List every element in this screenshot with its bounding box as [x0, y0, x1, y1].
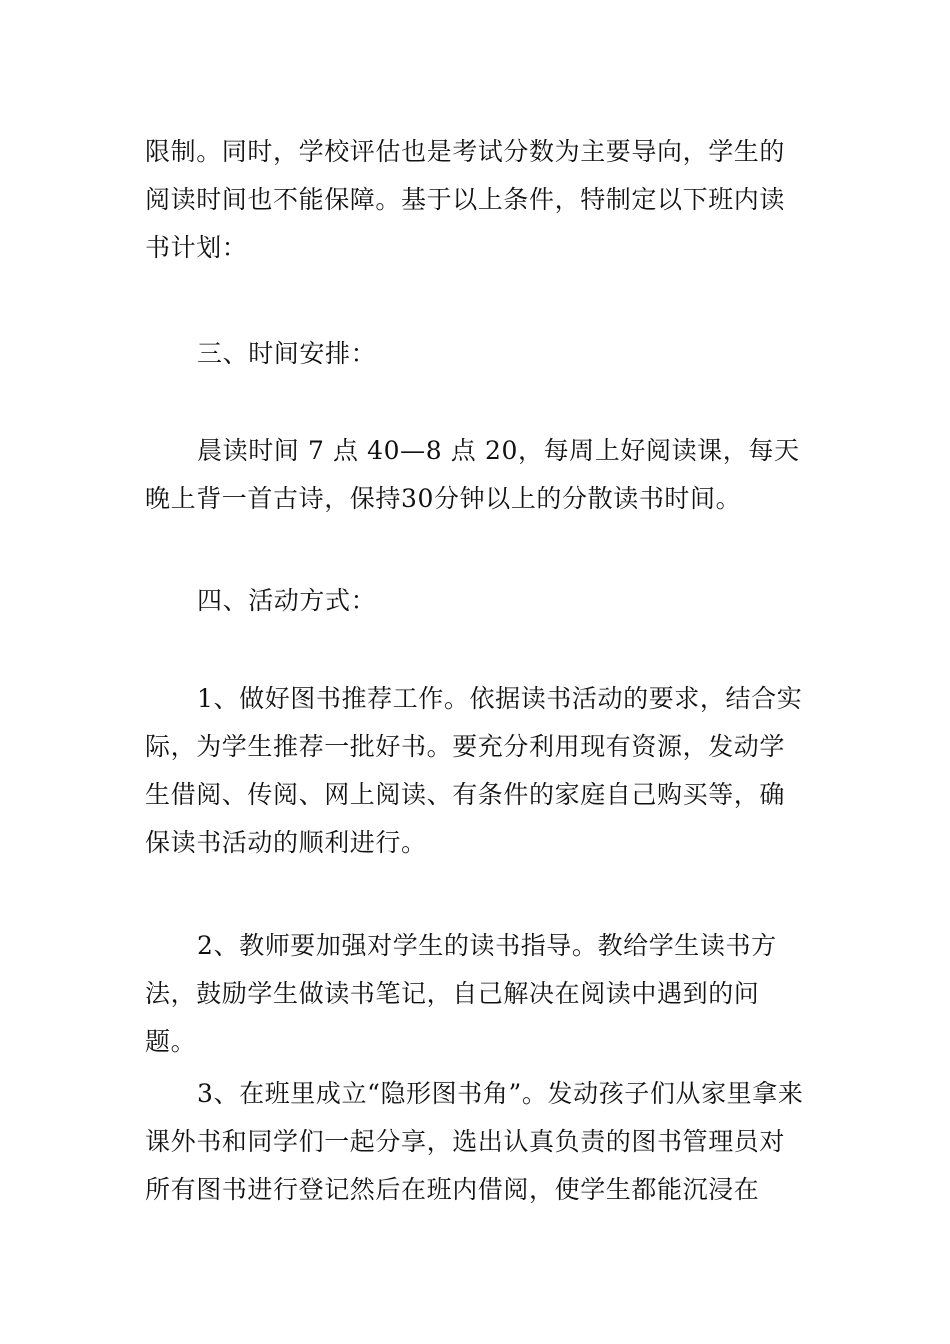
paragraph-activity-1: 1、做好图书推荐工作。依据读书活动的要求，结合实际，为学生推荐一批好书。要充分利用现有资源，发动学生借阅、传阅、网上阅读、有条件的家庭自己购买等，确保读书活动的顺利进行。 [145, 684, 803, 857]
paragraph-context: 限制。同时，学校评估也是考试分数为主要导向，学生的阅读时间也不能保障。基于以上条件，特制定以下班内读书计划： [145, 137, 786, 262]
section-heading-activities: 四、活动方式： [197, 586, 377, 615]
paragraph-activity-3: 3、在班里成立“隐形图书角”。发动孩子们从家里拿来课外书和同学们一起分享，选出认真负责的图书管理员对所有图书进行登记然后在班内借阅，使学生都能沉浸在 [145, 1079, 804, 1204]
paragraph-activity-2: 2、教师要加强对学生的读书指导。教给学生读书方法，鼓励学生做读书笔记，自己解决在阅读中遇到的问题。 [145, 931, 777, 1056]
paragraph-schedule: 晨读时间 7 点 40—8 点 20，每周上好阅读课，每天晚上背一首古诗，保持30分钟以上的分散读书时间。 [145, 436, 800, 513]
section-heading-schedule: 三、时间安排： [197, 339, 377, 368]
